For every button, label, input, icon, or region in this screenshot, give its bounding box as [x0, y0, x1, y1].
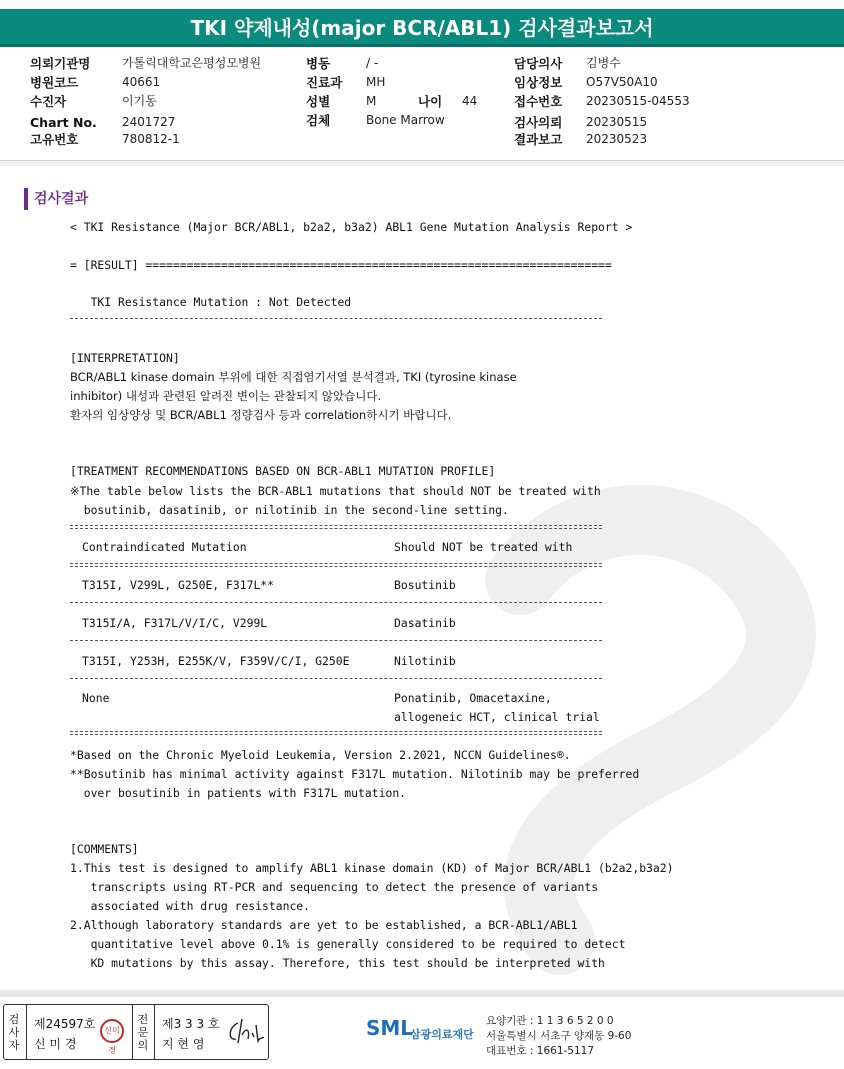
info-label: 고유번호: [30, 132, 79, 147]
rule-line: [70, 678, 602, 679]
sml-logo: SML: [366, 1016, 414, 1040]
info-label: 의뢰기관명: [30, 56, 91, 71]
signature-box: [3, 1004, 269, 1060]
comments-header: [COMMENTS]: [70, 842, 139, 856]
table-cell-mutation: T315I, V299L, G250E, F317L**: [82, 578, 275, 592]
info-label: 병원코드: [30, 75, 79, 90]
info-value: O57V50A10: [586, 75, 658, 89]
info-value: 김병수: [586, 56, 621, 70]
rule-line: [70, 318, 602, 319]
table-header-drug: Should NOT be treated with: [394, 540, 573, 554]
info-label: 성별: [306, 94, 331, 109]
info-value: 2401727: [122, 115, 176, 129]
info-value: 780812-1: [122, 132, 180, 146]
table-cell-mutation: T315I/A, F317L/V/I/C, V299L: [82, 616, 268, 630]
comment-line: KD mutations by this assay. Therefore, this test should be interpreted with: [70, 956, 605, 970]
org-line: 대표번호 : 1661-5117: [486, 1045, 595, 1057]
comment-line: associated with drug resistance.: [70, 899, 311, 913]
signature-icon: [224, 1017, 264, 1047]
info-label: 나이: [418, 94, 443, 109]
table-cell-drug: allogeneic HCT, clinical trial: [394, 710, 600, 724]
info-value: 44: [462, 94, 478, 108]
info-label: 임상정보: [514, 75, 563, 90]
table-cell-drug: Nilotinib: [394, 654, 456, 668]
info-label: 수진자: [30, 94, 67, 109]
table-cell-mutation: T315I, Y253H, E255K/V, F359V/C/I, G250E: [82, 654, 350, 668]
rule-line: [70, 731, 602, 735]
footnote: *Based on the Chronic Myeloid Leukemia, Version 2.2021, NCCN Guidelines®.: [70, 748, 571, 762]
comment-line: 1.This test is designed to amplify ABL1 kinase domain (KD) of Major BCR/ABL1 (b2a2,b3a2): [70, 861, 674, 875]
info-label: Chart No.: [30, 115, 97, 130]
org-name: 삼광의료재단: [410, 1028, 474, 1041]
rule-line: [70, 640, 602, 641]
specialist-no: 제3 3 3 호: [162, 1017, 220, 1031]
info-value: Bone Marrow: [366, 113, 445, 127]
rule-line: [70, 563, 602, 567]
info-label: 검사의뢰: [514, 115, 563, 130]
table-cell-mutation: None: [82, 691, 110, 705]
treatment-note: ※The table below lists the BCR-ABL1 mutations that should NOT be treated with: [70, 484, 601, 498]
footnote: over bosutinib in patients with F317L mutation.: [70, 786, 407, 800]
info-value: / -: [366, 56, 379, 70]
section-divider: [0, 160, 844, 166]
info-value: 20230515-04553: [586, 94, 690, 108]
info-value: 40661: [122, 75, 161, 89]
info-label: 병동: [306, 56, 331, 71]
footnote: **Bosutinib has minimal activity against F317L mutation. Nilotinib may be preferred: [70, 767, 640, 781]
rule-line: [26, 1005, 27, 1059]
interp-line: inhibitor) 내성과 관련된 알려진 변이는 관찰되지 않았습니다.: [70, 389, 382, 403]
info-value: 20230523: [586, 132, 648, 146]
specialist-label: 전문의: [137, 1013, 149, 1052]
examiner-no: 제24597호: [34, 1017, 96, 1031]
examiner-name: 신 미 경: [34, 1037, 77, 1051]
table-cell-drug: Bosutinib: [394, 578, 456, 592]
interp-header: [INTERPRETATION]: [70, 351, 180, 365]
section-title: 검사결과: [24, 188, 88, 210]
info-label: 담당의사: [514, 56, 563, 71]
info-value: MH: [366, 75, 386, 89]
interp-line: 환자의 임상양상 및 BCR/ABL1 정량검사 등과 correlation하시기 바랍니다.: [70, 408, 452, 422]
org-line: 요양기관 : 1 1 3 6 5 2 0 0: [486, 1015, 614, 1027]
info-value: 가톨릭대학교은평성모병원: [122, 56, 262, 70]
rule-line: [154, 1005, 155, 1059]
rule-line: [70, 525, 602, 529]
examiner-label: 검사자: [8, 1013, 20, 1052]
info-label: 검체: [306, 113, 331, 128]
info-label: 접수번호: [514, 94, 563, 109]
table-cell-drug: Dasatinib: [394, 616, 456, 630]
info-value: 이기동: [122, 94, 157, 108]
comment-line: 2.Although laboratory standards are yet to be established, a BCR-ABL1/ABL1: [70, 918, 578, 932]
info-label: 진료과: [306, 75, 343, 90]
interp-line: BCR/ABL1 kinase domain 부위에 대한 직접염기서열 분석결과, TKI (tyrosine kinase: [70, 370, 517, 384]
specialist-name: 지 현 영: [162, 1037, 205, 1051]
report-heading: < TKI Resistance (Major BCR/ABL1, b2a2, b3a2) ABL1 Gene Mutation Analysis Report >: [70, 220, 633, 234]
report-title: TKI 약제내성(major BCR/ABL1) 검사결과보고서: [0, 9, 844, 47]
result-header: = [RESULT] ====================================================================: [70, 258, 612, 272]
seal-stamp-icon: 신미경: [100, 1019, 124, 1043]
info-value: 20230515: [586, 115, 648, 129]
rule-line: [70, 602, 602, 603]
org-line: 서울특별시 서초구 양재동 9-60: [486, 1030, 632, 1042]
treatment-header: [TREATMENT RECOMMENDATIONS BASED ON BCR-ABL1 MUTATION PROFILE]: [70, 464, 496, 478]
result-line: TKI Resistance Mutation : Not Detected: [70, 295, 352, 309]
info-label: 결과보고: [514, 132, 563, 147]
table-header-mutation: Contraindicated Mutation: [82, 540, 247, 554]
info-value: M: [366, 94, 377, 108]
comment-line: quantitative level above 0.1% is generally considered to be required to detect: [70, 937, 626, 951]
rule-line: [132, 1005, 133, 1059]
comment-line: transcripts using RT-PCR and sequencing to detect the presence of variants: [70, 880, 599, 894]
report-body: [70, 218, 674, 970]
table-cell-drug: Ponatinib, Omacetaxine,: [394, 691, 552, 705]
treatment-note: bosutinib, dasatinib, or nilotinib in the second-line setting.: [70, 503, 509, 517]
